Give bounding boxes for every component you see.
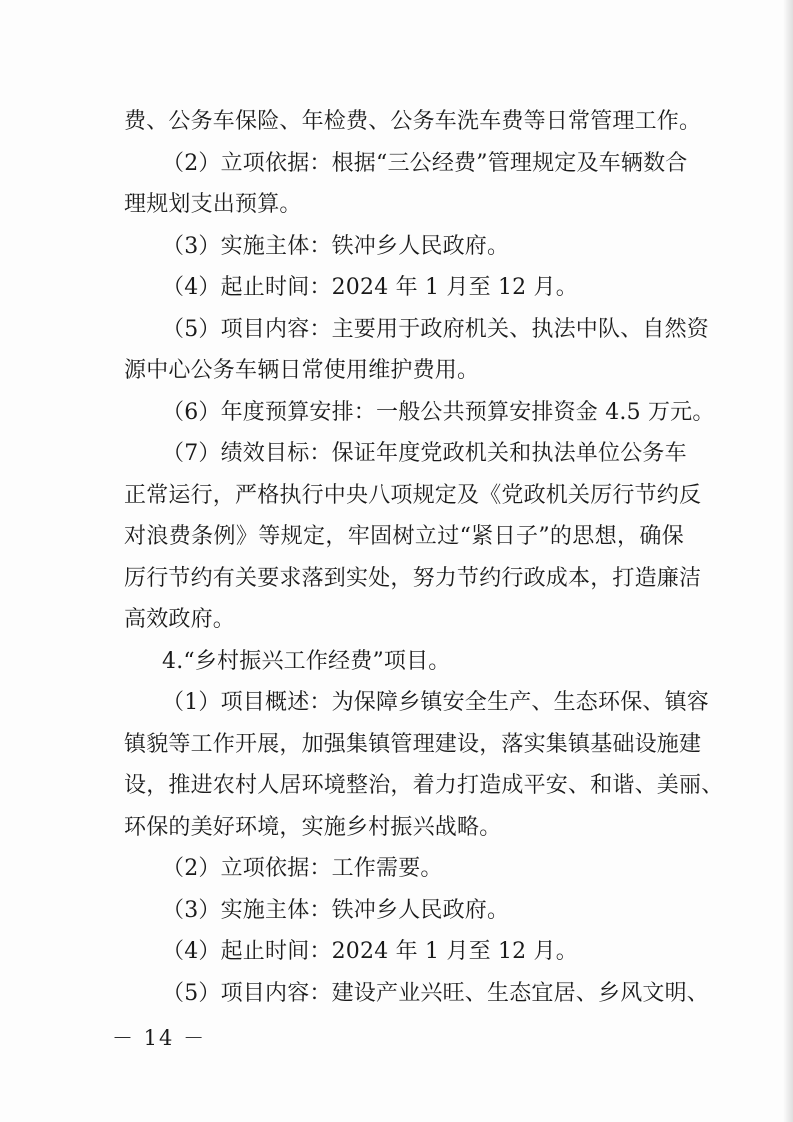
text-line: （5）项目内容：主要用于政府机关、执法中队、自然资	[162, 316, 709, 342]
text-line: 正常运行，严格执行中央八项规定及《党政机关厉行节约反	[124, 482, 702, 508]
text-line: （2）立项依据：根据“三公经费”管理规定及车辆数合	[162, 150, 688, 176]
text-line: （4）起止时间：2024 年 1 月至 12 月。	[162, 939, 578, 964]
text-line: 高效政府。	[124, 607, 236, 632]
text-line: 理规划支出预算。	[124, 192, 302, 217]
document-body	[124, 101, 724, 1014]
text-line: 环保的美好环境，实施乡村振兴战略。	[124, 814, 502, 840]
text-line: 对浪费条例》等规定，牢固树立过“紧日子”的思想，确保	[124, 524, 684, 549]
text-line: （5）项目内容：建设产业兴旺、生态宜居、乡风文明、	[162, 980, 709, 1006]
text-line: 源中心公务车辆日常使用维护费用。	[124, 358, 480, 383]
text-line: 费、公务车保险、年检费、公务车洗车费等日常管理工作。	[124, 109, 702, 134]
text-line: （3）实施主体：铁冲乡人民政府。	[162, 897, 510, 923]
section-heading: 4.“乡村振兴工作经费”项目。	[162, 648, 451, 674]
text-line: （1）项目概述：为保障乡镇安全生产、生态环保、镇容	[162, 690, 709, 715]
text-line: （4）起止时间：2024 年 1 月至 12 月。	[162, 275, 578, 300]
text-line: （3）实施主体：铁冲乡人民政府。	[162, 233, 510, 259]
page-number: － 14 －	[112, 1026, 207, 1050]
text-line: （2）立项依据：工作需要。	[162, 856, 443, 881]
text-line: 镇貌等工作开展，加强集镇管理建设，落实集镇基础设施建	[124, 731, 702, 757]
text-line: （6）年度预算安排：一般公共预算安排资金 4.5 万元。	[162, 399, 715, 425]
text-line: 厉行节约有关要求落到实处，努力节约行政成本，打造廉洁	[124, 565, 702, 591]
text-line: （7）绩效目标：保证年度党政机关和执法单位公务车	[162, 441, 687, 466]
scan-edge-shadow	[783, 0, 793, 1122]
text-line: 设，推进农村人居环境整治，着力打造成平安、和谐、美丽、	[124, 773, 724, 798]
